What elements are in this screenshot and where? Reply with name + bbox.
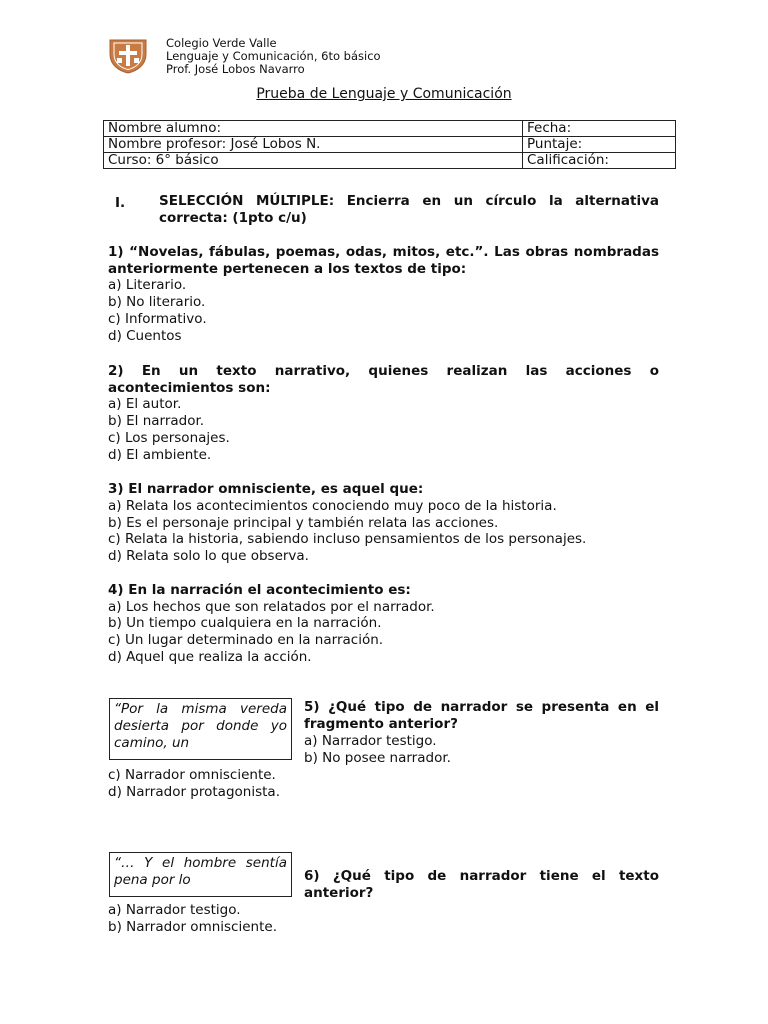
- section-number: I.: [115, 195, 126, 211]
- question-2-option-d[interactable]: d) El ambiente.: [108, 447, 212, 463]
- question-2-option-b[interactable]: b) El narrador.: [108, 413, 205, 429]
- question-2-option-a[interactable]: a) El autor.: [108, 396, 182, 412]
- question-5-option-d[interactable]: d) Narrador protagonista.: [108, 784, 280, 800]
- table-row: [104, 137, 676, 153]
- table-row: [104, 121, 676, 137]
- student-info-table: [103, 120, 676, 169]
- question-6-fragment-box: “… Y el hombre sentía pena por lo: [109, 852, 292, 897]
- teacher-line: Prof. José Lobos Navarro: [166, 62, 305, 76]
- school-logo-icon: [108, 38, 148, 74]
- school-name: Colegio Verde Valle: [166, 36, 277, 50]
- question-6-option-b[interactable]: b) Narrador omnisciente.: [108, 919, 277, 935]
- question-1-option-d[interactable]: d) Cuentos: [108, 328, 182, 344]
- question-5-prompt: 5) ¿Qué tipo de narrador se presenta en el fragmento anterior?: [304, 699, 659, 732]
- question-1-option-a[interactable]: a) Literario.: [108, 277, 187, 293]
- subject-line: Lenguaje y Comunicación, 6to básico: [166, 49, 381, 63]
- question-3-option-d[interactable]: d) Relata solo lo que observa.: [108, 548, 309, 564]
- question-4-option-b[interactable]: b) Un tiempo cualquiera en la narración.: [108, 615, 382, 631]
- course-field: Curso: 6° básico: [104, 153, 523, 169]
- question-6-option-a[interactable]: a) Narrador testigo.: [108, 902, 241, 918]
- question-3-option-a[interactable]: a) Relata los acontecimientos conociendo muy poco de la historia.: [108, 498, 557, 514]
- grade-field: Calificación:: [523, 153, 676, 169]
- date-field: Fecha:: [523, 121, 676, 137]
- table-row: [104, 153, 676, 169]
- question-5-fragment-box: “Por la misma vereda desierta por donde yo camino, un: [109, 698, 292, 760]
- question-2-option-c[interactable]: c) Los personajes.: [108, 430, 230, 446]
- question-1-prompt: 1) “Novelas, fábulas, poemas, odas, mitos, etc.”. Las obras nombradas anteriormente pertenecen a los textos de tipo:: [108, 244, 659, 277]
- question-3-prompt: 3) El narrador omnisciente, es aquel que:: [108, 481, 424, 497]
- page-title: Prueba de Lenguaje y Comunicación: [256, 86, 512, 102]
- question-6-prompt: 6) ¿Qué tipo de narrador tiene el texto anterior?: [304, 868, 659, 901]
- score-field: Puntaje:: [523, 137, 676, 153]
- question-4-prompt: 4) En la narración el acontecimiento es:: [108, 582, 411, 598]
- question-1-option-c[interactable]: c) Informativo.: [108, 311, 207, 327]
- question-3-option-c[interactable]: c) Relata la historia, sabiendo incluso pensamientos de los personajes.: [108, 531, 587, 547]
- question-3-option-b[interactable]: b) Es el personaje principal y también relata las acciones.: [108, 515, 499, 531]
- question-5-option-c[interactable]: c) Narrador omnisciente.: [108, 767, 276, 783]
- question-4-option-d[interactable]: d) Aquel que realiza la acción.: [108, 649, 312, 665]
- question-2-prompt: 2) En un texto narrativo, quienes realizan las acciones o acontecimientos son:: [108, 363, 659, 396]
- question-5-option-b[interactable]: b) No posee narrador.: [304, 750, 451, 766]
- student-name-field: Nombre alumno:: [104, 121, 523, 137]
- teacher-name-field: Nombre profesor: José Lobos N.: [104, 137, 523, 153]
- section-instructions: SELECCIÓN MÚLTIPLE: Encierra en un círculo la alternativa correcta: (1pto c/u): [159, 193, 659, 226]
- question-4-option-a[interactable]: a) Los hechos que son relatados por el narrador.: [108, 599, 435, 615]
- question-1-option-b[interactable]: b) No literario.: [108, 294, 206, 310]
- question-5-option-a[interactable]: a) Narrador testigo.: [304, 733, 437, 749]
- question-4-option-c[interactable]: c) Un lugar determinado en la narración.: [108, 632, 384, 648]
